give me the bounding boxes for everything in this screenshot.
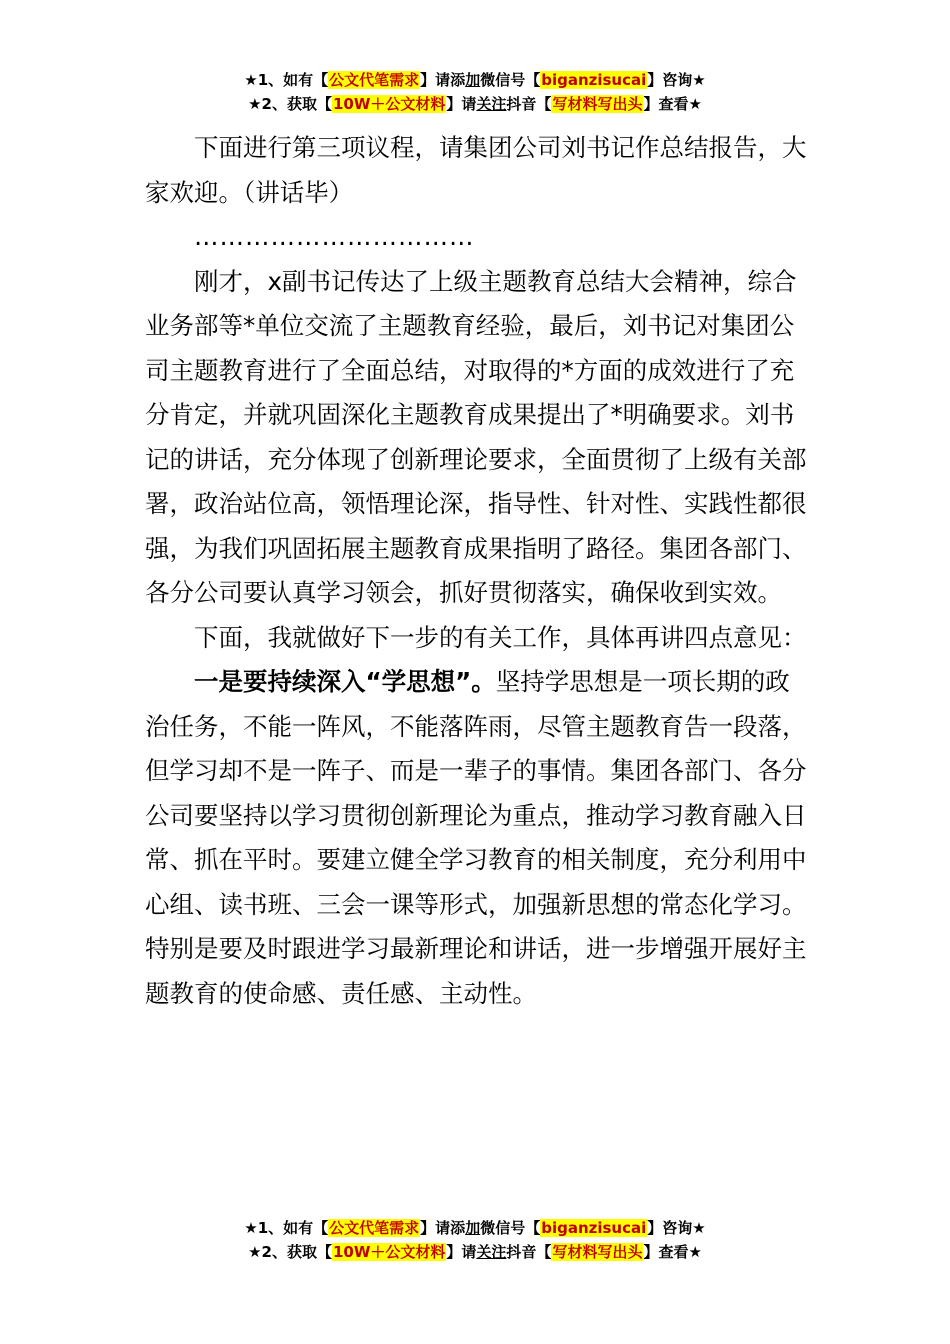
- footer-banner: [0, 1216, 950, 1264]
- paragraph-agenda: 下面进行第三项议程，请集团公司刘书记作总结报告，大家欢迎。（讲话毕）: [145, 133, 807, 207]
- footer-highlight-douyin-account: 写材料写出头: [552, 1243, 643, 1261]
- footer-line-1: ★1、如有【公文代笔需求】请添加微信号【biganzisucai】咨询★: [244, 1219, 706, 1237]
- point-one-heading: 一是要持续深入“学思想”。: [194, 667, 496, 696]
- banner-line-1: ★1、如有【公文代笔需求】请添加微信号【biganzisucai】咨询★: [244, 71, 706, 89]
- footer-line-2: ★2、获取【10W＋公文材料】请关注抖音【写材料写出头】查看★: [248, 1243, 702, 1261]
- document-body: [145, 126, 810, 1016]
- footer-highlight-service: 公文代笔需求: [329, 1219, 420, 1237]
- header-banner: [0, 68, 950, 116]
- highlight-service: 公文代笔需求: [329, 71, 420, 89]
- banner-line-2: ★2、获取【10W＋公文材料】请关注抖音【写材料写出头】查看★: [248, 95, 702, 113]
- highlight-materials: 10W＋公文材料: [332, 95, 446, 113]
- footer-highlight-materials: 10W＋公文材料: [332, 1243, 446, 1261]
- point-one-text: 坚持学思想是一项长期的政治任务，不能一阵风，不能落阵雨，尽管主题教育告一段落，但学习却不是一阵子、而是一辈子的事情。集团各部门、各分公司要坚持以学习贯彻创新理论为重点，推动学习教育融入日常、抓在平时。要建立健全学习教育的相关制度，充分利用中心组、读书班、三会一课等形式，加强新思想的常态化学习。特别是要及时跟进学习最新理论和讲话，进一步增强开展好主题教育的使命感、责任感、主动性。: [145, 667, 807, 1008]
- paragraph-intro-points: 下面，我就做好下一步的有关工作，具体再讲四点意见：: [194, 622, 807, 652]
- footer-highlight-wechat-id: biganzisucai: [541, 1219, 647, 1237]
- highlight-wechat-id: biganzisucai: [541, 71, 647, 89]
- paragraph-point-one: [145, 660, 810, 1016]
- paragraph-summary: 刚才，x副书记传达了上级主题教育总结大会精神，综合业务部等*单位交流了主题教育经验，最后，刘书记对集团公司主题教育进行了全面总结，对取得的*方面的成效进行了充分肯定，并就巩固深化主题教育成果提出了*明确要求。刘书记的讲话，充分体现了创新理论要求，全面贯彻了上级有关部署，政治站位高，领悟理论深，指导性、针对性、实践性都很强，为我们巩固拓展主题教育成果指明了路径。集团各部门、各分公司要认真学习领会，抓好贯彻落实，确保收到实效。: [145, 266, 807, 607]
- ellipsis-separator: ……………………………: [194, 222, 475, 251]
- highlight-douyin-account: 写材料写出头: [552, 95, 643, 113]
